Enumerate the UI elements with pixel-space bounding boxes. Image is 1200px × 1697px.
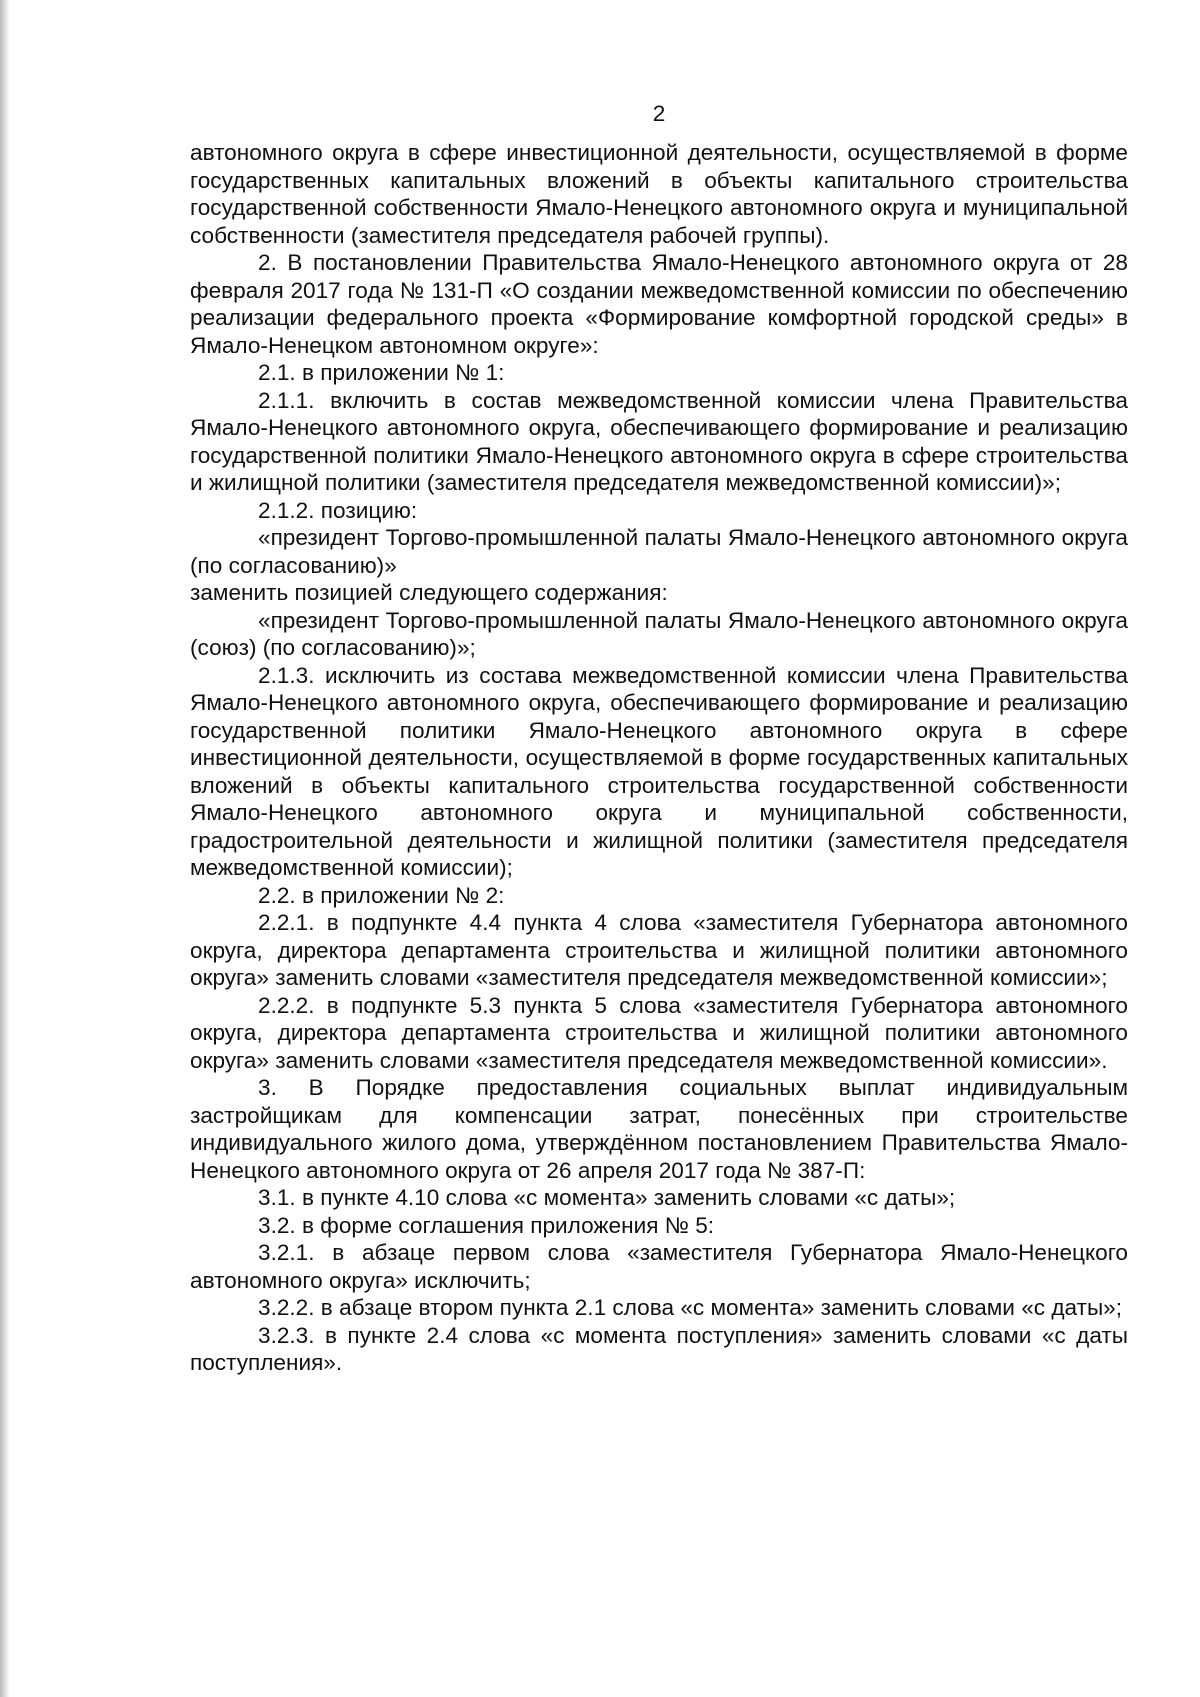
- paragraph-item-3: 3. В Порядке предоставления социальных выплат индивидуальным застройщикам для компенсации затрат, понесённых при строительстве индивидуального жилого дома, утверждённом постановлением Правительства Ямало-Ненецкого автономного округа от 26 апреля 2017 года № 387-П:: [190, 1075, 1128, 1183]
- paragraph-item-2: 2. В постановлении Правительства Ямало-Ненецкого автономного округа от 28 февраля 2017 года № 131-П «О создании межведомственной комиссии по обеспечению реализации федерального проекта «Формирование комфортной городской среды» в Ямало-Ненецком автономном округе»:: [190, 250, 1128, 358]
- page-number: 2: [652, 101, 666, 126]
- paragraph-item-2-1: 2.1. в приложении № 1:: [258, 360, 505, 385]
- document-page: [190, 100, 1128, 1377]
- paragraph-item-3-2-2: 3.2.2. в абзаце втором пункта 2.1 слова «с момента» заменить словами «с даты»;: [258, 1295, 1123, 1320]
- paragraph-item-3-2-1: 3.2.1. в абзаце первом слова «заместителя Губернатора Ямало-Ненецкого автономного округа» исключить;: [190, 1240, 1128, 1293]
- paragraph-item-2-2-1: 2.2.1. в подпункте 4.4 пункта 4 слова «заместителя Губернатора автономного округа, директора департамента строительства и жилищной политики автономного округа» заменить словами «заместителя председателя межведомственной комиссии»;: [190, 910, 1128, 990]
- paragraph-item-2-2: 2.2. в приложении № 2:: [258, 882, 505, 908]
- paragraph-item-2-1-3: 2.1.3. исключить из состава межведомственной комиссии члена Правительства Ямало-Ненецкого автономного округа, обеспечивающего формирование и реализацию государственной политики Ямало-Ненецкого автономного округа в сфере инвестиционной деятельности, осуществляемой в форме государственных капитальных вложений в объекты капитального строительства государственной собственности Ямало-Ненецкого автономного округа и муниципальной собственности, градостроительной деятельности и жилищной политики (заместителя председателя межведомственной комиссии);: [190, 662, 1128, 880]
- paragraph-item-3-2-3: 3.2.3. в пункте 2.4 слова «с момента поступления» заменить словами «с даты поступления».: [190, 1322, 1128, 1375]
- paragraph-position-old: «президент Торгово-промышленной палаты Ямало-Ненецкого автономного округа (по согласованию)»: [190, 525, 1128, 578]
- paragraph-item-2-1-2: 2.1.2. позицию:: [258, 497, 418, 523]
- paragraph-item-2-2-2: 2.2.2. в подпункте 5.3 пункта 5 слова «заместителя Губернатора автономного округа, директора департамента строительства и жилищной политики автономного округа» заменить словами «заместителя председателя межведомственной комиссии».: [190, 992, 1128, 1073]
- paragraph-position-new: «президент Торгово-промышленной палаты Ямало-Ненецкого автономного округа (союз) (по согласованию)»;: [190, 607, 1128, 660]
- paragraph-item-3-2: 3.2. в форме соглашения приложения № 5:: [258, 1212, 715, 1238]
- scan-edge-shadow: [0, 0, 10, 1697]
- paragraph-replace-with: заменить позицией следующего содержания:: [190, 580, 668, 605]
- paragraph-item-3-1: 3.1. в пункте 4.10 слова «с момента» заменить словами «с даты»;: [258, 1185, 956, 1210]
- paragraph-continuation: автономного округа в сфере инвестиционной деятельности, осуществляемой в форме государственных капитальных вложений в объекты капитального строительства государственной собственности Ямало-Ненецкого автономного округа и муниципальной собственности (заместителя председателя рабочей группы).: [190, 140, 1128, 248]
- paragraph-item-2-1-1: 2.1.1. включить в состав межведомственной комиссии члена Правительства Ямало-Ненецкого автономного округа, обеспечивающего формирование и реализацию государственной политики Ямало-Ненецкого автономного округа в сфере строительства и жилищной политики (заместителя председателя межведомственной комиссии)»;: [190, 387, 1128, 495]
